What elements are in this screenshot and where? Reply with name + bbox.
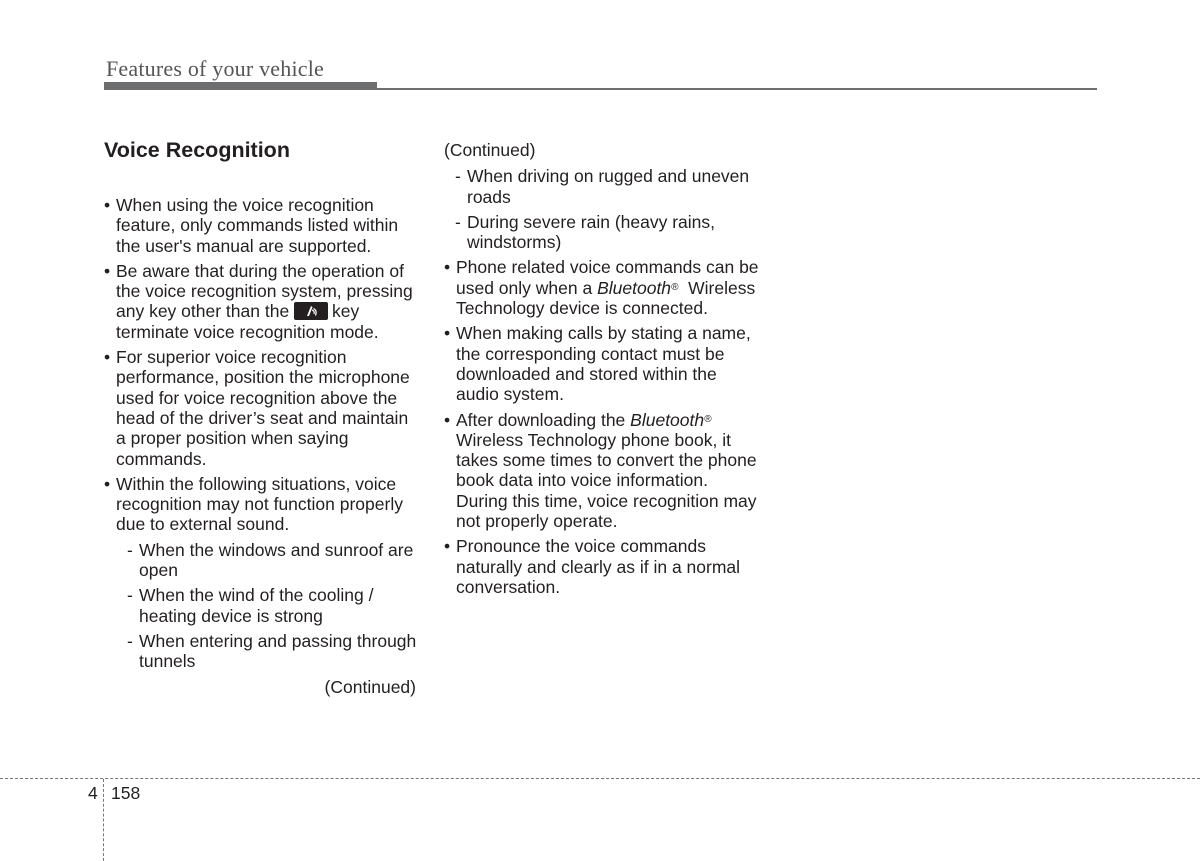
situation-item: - When entering and passing through tunnels [116, 631, 422, 672]
situation-list-right [444, 166, 762, 252]
talk-button-icon [294, 302, 328, 320]
left-bullet-list [104, 195, 422, 672]
phone-commands-text-before: Phone related voice commands can be used only when a [456, 257, 759, 298]
situation-list-left [116, 540, 422, 672]
page-header-title: Features of your vehicle [106, 56, 325, 81]
phone-book-text-after: Wireless Technology phone book, it takes some times to convert the phone book data into voice information. During this time, voice recognition may not properly operate. [456, 429, 757, 532]
situation-item: - When driving on rugged and uneven roads [444, 166, 762, 207]
bullet-microphone-position: • For superior voice recognition performance, position the microphone used for voice recognition above the head of the driver’s seat and maintain a proper position when saying commands. [104, 347, 422, 469]
bullet-external-sound-text: Within the following situations, voice recognition may not function properly due to external sound. [116, 473, 403, 535]
page-number: 158 [111, 783, 141, 803]
continued-top: (Continued) [444, 140, 536, 160]
bullet-pronounce: • Pronounce the voice commands naturally and clearly as if in a normal conversation. [444, 536, 762, 597]
bullet-key-text-after: key terminate voice recognition mode. [116, 301, 379, 342]
continued-bottom: (Continued) [324, 676, 416, 697]
situation-item: - When the wind of the cooling / heating device is strong [116, 585, 422, 626]
registered-mark: ® [704, 413, 712, 425]
bullet-key-terminates [104, 261, 422, 342]
phone-book-text-before: After downloading the [456, 409, 626, 430]
footer-vertical-rule [103, 779, 104, 861]
registered-mark: ® [671, 281, 679, 293]
right-bullet-list [444, 257, 762, 597]
section-title: Voice Recognition [104, 138, 290, 162]
bullet-supported-commands: • When using the voice recognition feature, only commands listed within the user's manual are supported. [104, 195, 422, 256]
phone-commands-text-after: Wireless Technology device is connected. [456, 277, 756, 319]
bullet-calls-by-name: • When making calls by stating a name, the corresponding contact must be downloaded and stored within the audio system. [444, 323, 762, 404]
bullet-external-sound [104, 474, 422, 672]
bluetooth-brand: Bluetooth [630, 409, 705, 430]
bullet-phone-commands [444, 257, 762, 318]
bluetooth-brand: Bluetooth [597, 277, 672, 298]
right-column [444, 140, 762, 602]
bullet-key-text-before: Be aware that during the operation of the voice recognition system, pressing any key other than the [116, 260, 413, 322]
header-rule-thin [104, 88, 1097, 90]
footer-rule [0, 778, 1200, 779]
bullet-phone-book [444, 410, 762, 532]
situation-item: - When the windows and sunroof are open [116, 540, 422, 581]
chapter-number: 4 [88, 783, 98, 803]
situation-item: - During severe rain (heavy rains, windstorms) [444, 212, 762, 253]
left-column [104, 137, 422, 697]
